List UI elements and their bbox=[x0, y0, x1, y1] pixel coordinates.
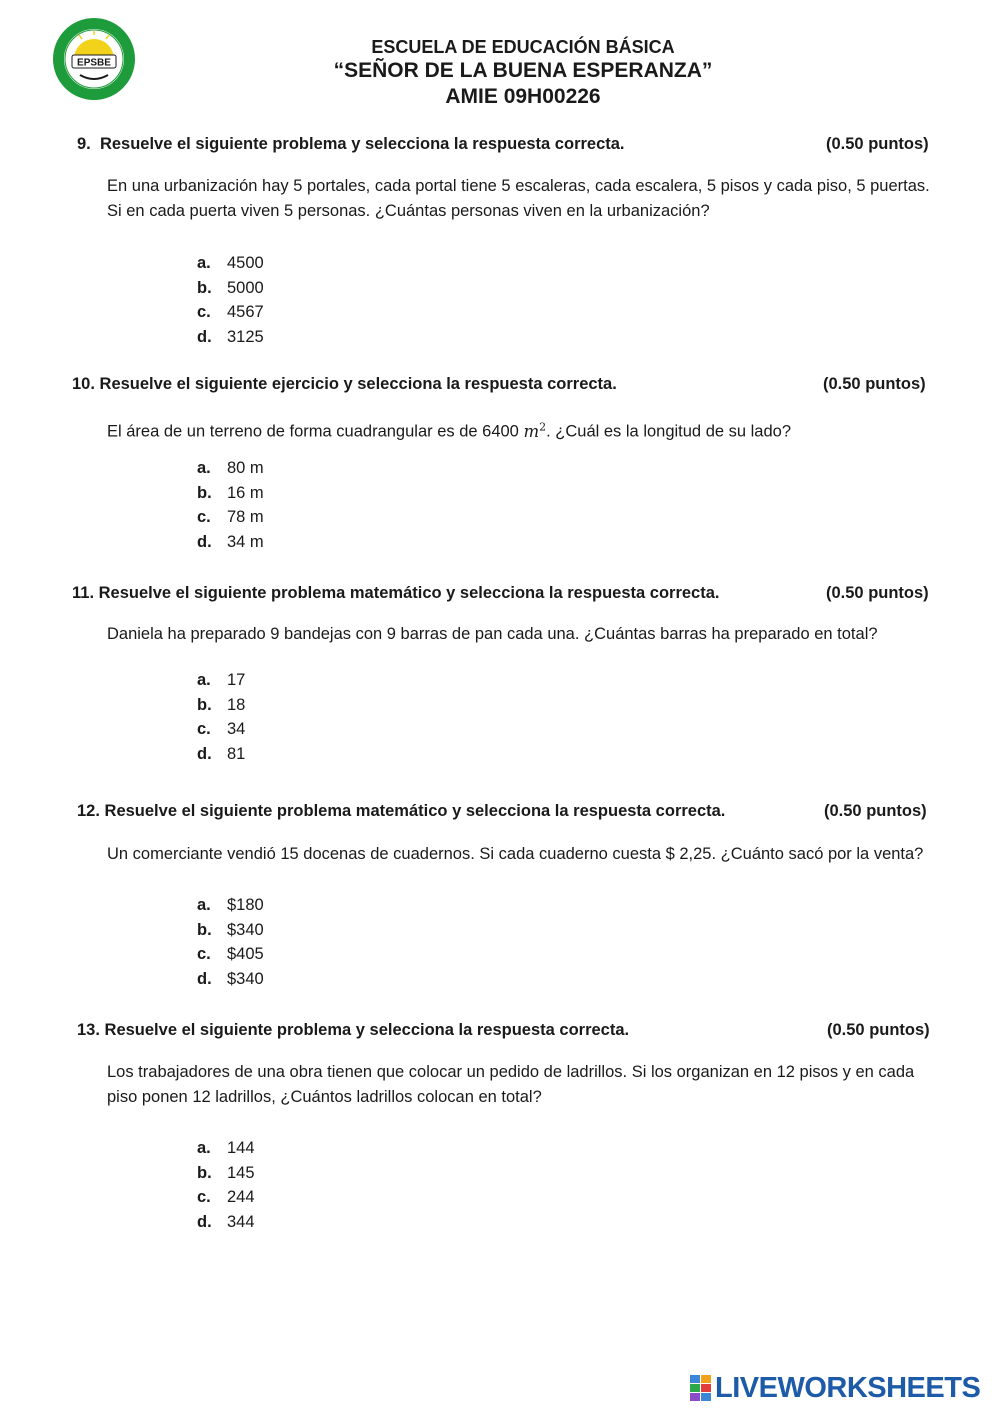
option-c[interactable]: c. 244 bbox=[197, 1188, 255, 1206]
school-logo bbox=[52, 17, 136, 101]
question-title: Resuelve el siguiente problema matemático y selecciona la respuesta correcta. bbox=[104, 802, 726, 820]
question-number: 9. bbox=[77, 135, 91, 153]
question-title: Resuelve el siguiente ejercicio y selecciona la respuesta correcta. bbox=[99, 375, 617, 393]
option-c[interactable]: c. $405 bbox=[197, 945, 264, 963]
liveworksheets-brand[interactable] bbox=[690, 1373, 980, 1403]
question-12-points: (0.50 puntos) bbox=[824, 802, 927, 820]
question-12-heading bbox=[77, 802, 725, 821]
liveworksheets-logo-icon bbox=[690, 1375, 711, 1401]
question-13-options bbox=[197, 1136, 255, 1234]
option-a[interactable]: a. 17 bbox=[197, 671, 246, 689]
question-10-heading bbox=[72, 375, 617, 394]
question-11-options bbox=[197, 668, 245, 766]
option-d[interactable]: d. 3125 bbox=[197, 327, 264, 346]
document-header bbox=[200, 36, 846, 110]
option-c[interactable]: c. 34 bbox=[197, 720, 246, 738]
option-d[interactable]: d. 81 bbox=[197, 744, 246, 763]
question-9-heading bbox=[77, 135, 625, 154]
option-a[interactable]: a. $180 bbox=[197, 896, 264, 914]
question-9-text: En una urbanización hay 5 portales, cada portal tiene 5 escaleras, cada escalera, 5 pisos y cada piso, 5 puertas. Si en cada puerta viven 5 personas. ¿Cuántas personas viven en la urbanización? bbox=[107, 177, 930, 220]
option-c[interactable]: c. 78 m bbox=[197, 508, 264, 526]
option-d[interactable]: d. $340 bbox=[197, 969, 264, 988]
liveworksheets-text: LIVEWORKSHEETS bbox=[715, 1372, 981, 1404]
question-13-heading bbox=[77, 1021, 629, 1040]
option-a[interactable]: a. 80 m bbox=[197, 459, 264, 477]
option-c[interactable]: c. 4567 bbox=[197, 303, 264, 321]
unit-m2: $m^2$ bbox=[523, 420, 547, 441]
question-10-options bbox=[197, 456, 264, 554]
question-number: 12. bbox=[77, 802, 100, 820]
option-a[interactable]: a. 4500 bbox=[197, 254, 264, 272]
question-12-text: Un comerciante vendió 15 docenas de cuadernos. Si cada cuaderno cuesta $ 2,25. ¿Cuánto sacó por la venta? bbox=[107, 845, 924, 863]
question-12-options bbox=[197, 893, 264, 991]
question-10-points: (0.50 puntos) bbox=[823, 375, 926, 393]
option-d[interactable]: d. 34 m bbox=[197, 532, 264, 551]
question-number: 10. bbox=[72, 375, 95, 393]
school-name: “SEÑOR DE LA BUENA ESPERANZA” bbox=[333, 59, 713, 82]
question-title: Resuelve el siguiente problema y selecciona la respuesta correcta. bbox=[99, 135, 625, 153]
option-b[interactable]: b. 18 bbox=[197, 695, 246, 714]
logo-text: EPSBE bbox=[77, 57, 111, 69]
question-11-heading bbox=[72, 584, 720, 603]
question-10-text: El área de un terreno de forma cuadrangular es de 6400 $m^2$. ¿Cuál es la longitud de su lado? bbox=[107, 420, 792, 441]
question-title: Resuelve el siguiente problema matemático y selecciona la respuesta correcta. bbox=[98, 584, 720, 602]
amie-code: AMIE 09H00226 bbox=[445, 85, 601, 108]
question-13-text: Los trabajadores de una obra tienen que colocar un pedido de ladrillos. Si los organizan en 12 pisos y en cada piso ponen 12 ladrillos, ¿Cuántos ladrillos colocan en total? bbox=[107, 1063, 915, 1106]
question-title: Resuelve el siguiente problema y selecciona la respuesta correcta. bbox=[104, 1021, 630, 1039]
option-d[interactable]: d. 344 bbox=[197, 1212, 255, 1231]
question-9-options bbox=[197, 251, 264, 349]
question-13-points: (0.50 puntos) bbox=[827, 1021, 930, 1039]
option-b[interactable]: b. 16 m bbox=[197, 483, 264, 502]
question-11-points: (0.50 puntos) bbox=[826, 584, 929, 602]
option-b[interactable]: b. 5000 bbox=[197, 278, 264, 297]
school-type: ESCUELA DE EDUCACIÓN BÁSICA bbox=[371, 37, 675, 57]
option-b[interactable]: b. 145 bbox=[197, 1163, 255, 1182]
question-number: 11. bbox=[72, 584, 95, 602]
question-11-text: Daniela ha preparado 9 bandejas con 9 barras de pan cada una. ¿Cuántas barras ha preparado en total? bbox=[107, 625, 878, 643]
option-a[interactable]: a. 144 bbox=[197, 1139, 255, 1157]
option-b[interactable]: b. $340 bbox=[197, 920, 264, 939]
question-9-points: (0.50 puntos) bbox=[826, 135, 929, 153]
question-number: 13. bbox=[77, 1021, 100, 1039]
